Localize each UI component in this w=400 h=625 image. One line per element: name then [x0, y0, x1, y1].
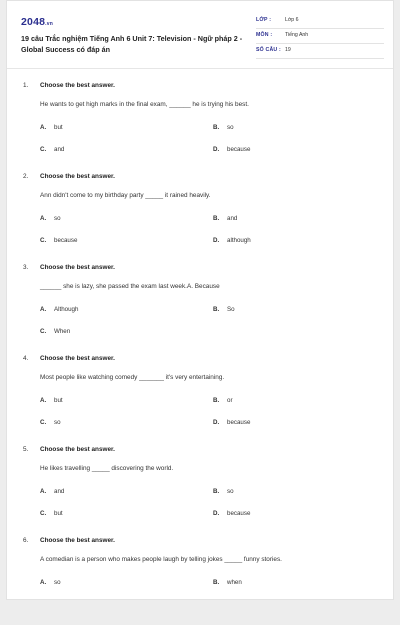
meta-key: SỐ CÂU :	[256, 47, 281, 53]
answer-option-b[interactable]	[213, 306, 235, 313]
option-text: So	[227, 306, 235, 313]
option-text: and	[227, 215, 238, 222]
answer-option-b[interactable]	[213, 579, 242, 586]
answer-option-c[interactable]	[40, 328, 70, 335]
option-text: or	[227, 397, 233, 404]
answer-option-a[interactable]	[40, 579, 61, 586]
option-text: but	[54, 397, 63, 404]
question-number: 1.	[23, 82, 29, 89]
option-letter: B.	[213, 579, 220, 586]
answer-option-c[interactable]	[40, 237, 77, 244]
option-text: Although	[54, 306, 79, 313]
option-letter: A.	[40, 124, 47, 131]
meta-row-grade	[256, 15, 384, 29]
question-item	[7, 261, 393, 352]
option-text: because	[227, 419, 251, 426]
question-text: ______ she is lazy, she passed the exam last week.A. Because	[40, 283, 220, 290]
option-text: but	[54, 510, 63, 517]
question-heading: Choose the best answer.	[40, 446, 115, 453]
answer-option-a[interactable]	[40, 488, 64, 495]
option-text: because	[227, 510, 251, 517]
question-heading: Choose the best answer.	[40, 82, 115, 89]
meta-key: LỚP :	[256, 17, 272, 23]
question-item	[7, 352, 393, 443]
option-text: and	[54, 146, 65, 153]
meta-value: Lớp 6	[285, 17, 299, 23]
option-letter: C.	[40, 328, 47, 335]
option-text: so	[54, 215, 61, 222]
question-item	[7, 79, 393, 170]
answer-option-b[interactable]	[213, 397, 233, 404]
question-number: 3.	[23, 264, 29, 271]
option-text: so	[227, 124, 234, 131]
logo-main: 2048	[21, 16, 46, 28]
option-letter: A.	[40, 306, 47, 313]
answer-option-c[interactable]	[40, 510, 63, 517]
answer-option-d[interactable]	[213, 510, 250, 517]
meta-key: MÔN :	[256, 32, 273, 38]
question-heading: Choose the best answer.	[40, 173, 115, 180]
header-divider	[7, 68, 393, 69]
document-header	[7, 1, 393, 69]
answer-option-a[interactable]	[40, 306, 78, 313]
meta-row-count	[256, 45, 384, 59]
question-text: A comedian is a person who makes people laugh by telling jokes _____ funny stories.	[40, 556, 282, 563]
option-letter: B.	[213, 306, 220, 313]
option-letter: C.	[40, 146, 47, 153]
answer-option-c[interactable]	[40, 146, 64, 153]
option-text: When	[54, 328, 71, 335]
question-number: 4.	[23, 355, 29, 362]
answer-option-b[interactable]	[213, 215, 237, 222]
question-item	[7, 443, 393, 534]
answer-option-a[interactable]	[40, 397, 63, 404]
question-text: Most people like watching comedy _______ it's very entertaining.	[40, 374, 225, 381]
option-text: because	[227, 146, 251, 153]
option-text: although	[227, 237, 251, 244]
meta-value: 19	[285, 47, 291, 53]
option-letter: A.	[40, 488, 47, 495]
option-letter: A.	[40, 579, 47, 586]
question-text: He wants to get high marks in the final exam, ______ he is trying his best.	[40, 101, 249, 108]
question-item	[7, 534, 393, 625]
answer-option-b[interactable]	[213, 124, 234, 131]
meta-value: Tiếng Anh	[285, 32, 309, 38]
question-number: 5.	[23, 446, 29, 453]
option-text: when	[227, 579, 242, 586]
option-text: because	[54, 237, 78, 244]
answer-option-d[interactable]	[213, 146, 250, 153]
site-logo[interactable]	[21, 16, 53, 28]
question-number: 2.	[23, 173, 29, 180]
answer-option-a[interactable]	[40, 124, 63, 131]
document-page	[6, 0, 394, 600]
question-item	[7, 170, 393, 261]
question-text: Ann didn't come to my birthday party _____ it rained heavily.	[40, 192, 211, 199]
logo-tld: .vn	[45, 21, 53, 27]
answer-option-c[interactable]	[40, 419, 61, 426]
document-meta	[256, 15, 384, 59]
document-title: 19 câu Trắc nghiệm Tiếng Anh 6 Unit 7: Television - Ngữ pháp 2 - Global Success có đáp án	[21, 34, 243, 54]
option-letter: A.	[40, 215, 47, 222]
option-letter: B.	[213, 488, 220, 495]
option-letter: C.	[40, 237, 47, 244]
answer-option-d[interactable]	[213, 419, 250, 426]
option-letter: C.	[40, 419, 47, 426]
answer-option-a[interactable]	[40, 215, 61, 222]
option-letter: D.	[213, 146, 220, 153]
option-letter: D.	[213, 510, 220, 517]
option-text: but	[54, 124, 63, 131]
option-text: so	[54, 579, 61, 586]
option-text: so	[54, 419, 61, 426]
question-heading: Choose the best answer.	[40, 537, 115, 544]
question-number: 6.	[23, 537, 29, 544]
option-letter: B.	[213, 215, 220, 222]
answer-option-b[interactable]	[213, 488, 234, 495]
meta-row-subject	[256, 30, 384, 44]
question-heading: Choose the best answer.	[40, 355, 115, 362]
option-text: so	[227, 488, 234, 495]
question-heading: Choose the best answer.	[40, 264, 115, 271]
option-letter: D.	[213, 419, 220, 426]
option-letter: A.	[40, 397, 47, 404]
question-text: He likes travelling _____ discovering the world.	[40, 465, 174, 472]
option-letter: B.	[213, 124, 220, 131]
question-list	[7, 79, 393, 625]
option-letter: B.	[213, 397, 220, 404]
option-text: and	[54, 488, 65, 495]
option-letter: D.	[213, 237, 220, 244]
answer-option-d[interactable]	[213, 237, 251, 244]
option-letter: C.	[40, 510, 47, 517]
